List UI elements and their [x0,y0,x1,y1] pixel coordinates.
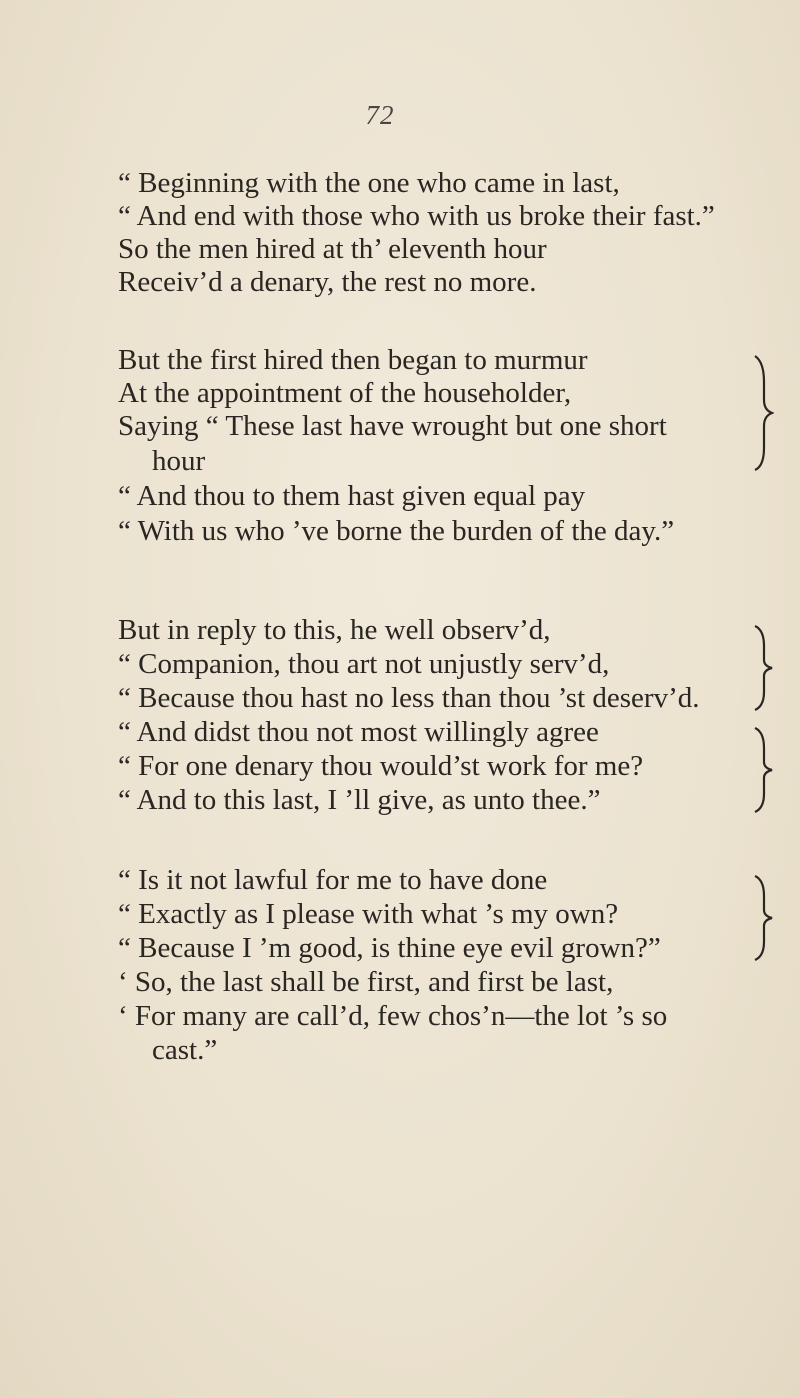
verse-line: Saying “ These last have wrought but one short [118,410,667,442]
verse-line: But the first hired then began to murmur [118,344,588,376]
verse-line: ‘ So, the last shall be first, and first be last, [118,966,614,998]
verse-line: Receiv’d a denary, the rest no more. [118,266,537,298]
triplet-brace [752,872,774,964]
verse-line: At the appointment of the householder, [118,377,572,409]
verse-line: “ Companion, thou art not unjustly serv’d, [118,648,610,680]
triplet-brace [752,352,774,474]
verse-line: ‘ For many are call’d, few chos’n—the lot ’s so [118,1000,668,1032]
verse-line: So the men hired at th’ eleventh hour [118,233,547,265]
verse-line: “ With us who ’ve borne the burden of the day.” [118,515,675,547]
verse-line: “ Beginning with the one who came in last, [118,167,620,199]
verse-line: “ Exactly as I please with what ’s my own? [118,898,619,930]
verse-line: “ And end with those who with us broke their fast.” [118,200,715,232]
triplet-brace [752,622,774,714]
verse-line: “ And thou to them hast given equal pay [118,480,586,512]
verse-line: hour [152,445,206,477]
page-number: 72 [365,100,395,130]
verse-line: “ And to this last, I ’ll give, as unto thee.” [118,784,601,816]
triplet-brace [752,724,774,816]
verse-line: “ And didst thou not most willingly agree [118,716,599,748]
verse-line: “ For one denary thou would’st work for me? [118,750,644,782]
verse-line: “ Is it not lawful for me to have done [118,864,548,896]
verse-line: But in reply to this, he well observ’d, [118,614,551,646]
verse-line: cast.” [152,1034,218,1066]
verse-line: “ Because thou hast no less than thou ’st deserv’d. [118,682,700,714]
verse-line: “ Because I ’m good, is thine eye evil grown?” [118,932,661,964]
